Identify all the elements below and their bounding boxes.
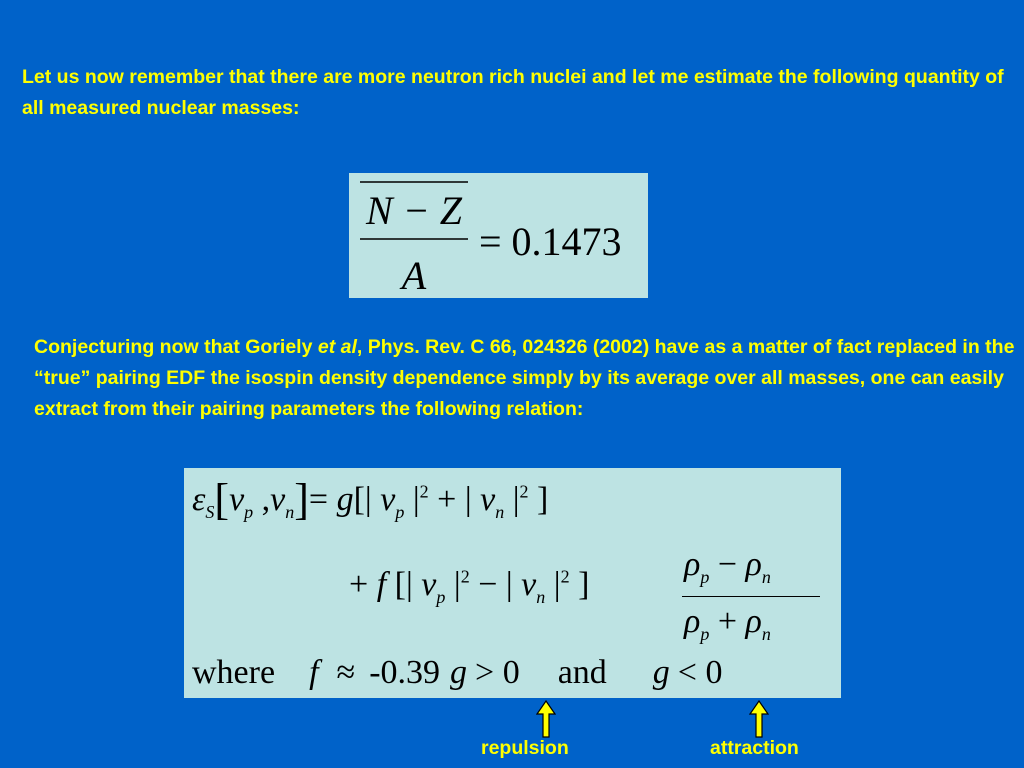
g-symbol-2: g <box>652 654 670 691</box>
and-word: and <box>557 654 607 691</box>
conjecture-text <box>34 332 1019 425</box>
f-symbol: f <box>309 654 319 691</box>
isospin-fraction-denominator: $\rho_p + \rho_n$ <box>684 603 771 644</box>
g-less-zero: < 0 <box>677 654 723 691</box>
g-greater-zero: > 0 <box>475 654 520 691</box>
repulsion-label: repulsion <box>481 737 569 759</box>
pairing-equation-line-1: $\varepsilon_S[\nu_p$ $,\nu_n]= g[|$ $\nu_p$ $|^2$ + | $\nu_n$ $|^2$ ] <box>192 475 549 524</box>
approx-symbol: ≈ <box>336 654 356 691</box>
fraction-denominator: A <box>401 253 427 298</box>
g-symbol-1: g <box>450 654 468 691</box>
where-clause <box>192 654 722 692</box>
fraction-numerator: N − Z <box>366 188 462 233</box>
isospin-fraction-numerator: $\rho_p - \rho_n$ <box>684 546 771 587</box>
equation-result: = 0.1473 <box>479 219 622 264</box>
intro-text: Let us now remember that there are more neutron rich nuclei and let me estimate the following quantity of all measured nuclear masses: <box>22 66 1004 119</box>
isospin-fraction-bar <box>682 596 820 597</box>
attraction-arrow-icon <box>749 700 769 738</box>
repulsion-arrow-icon <box>536 700 556 738</box>
neutron-excess-equation <box>349 173 648 298</box>
conjecture-text-end: , Phys. Rev. C 66, 024326 (2002) have as a matter of fact replaced in the “true” pairing EDF the isospin density dependence simply by its average over all masses, one can easily extract from their pairing parameters the following relation: <box>34 336 1015 420</box>
et-al-text: et al <box>317 336 357 358</box>
f-coefficient: -0.39 <box>369 654 441 691</box>
attraction-label: attraction <box>710 737 799 759</box>
where-word: where <box>192 654 276 691</box>
conjecture-text-start: Conjecturing now that Goriely <box>34 336 318 358</box>
pairing-equation-line-2: + f [| $\nu_p$ $|^2$ − | $\nu_n$ $|^2$ ] <box>349 566 590 607</box>
neutron-excess-formula <box>349 173 648 298</box>
pairing-edf-equation <box>184 468 841 698</box>
